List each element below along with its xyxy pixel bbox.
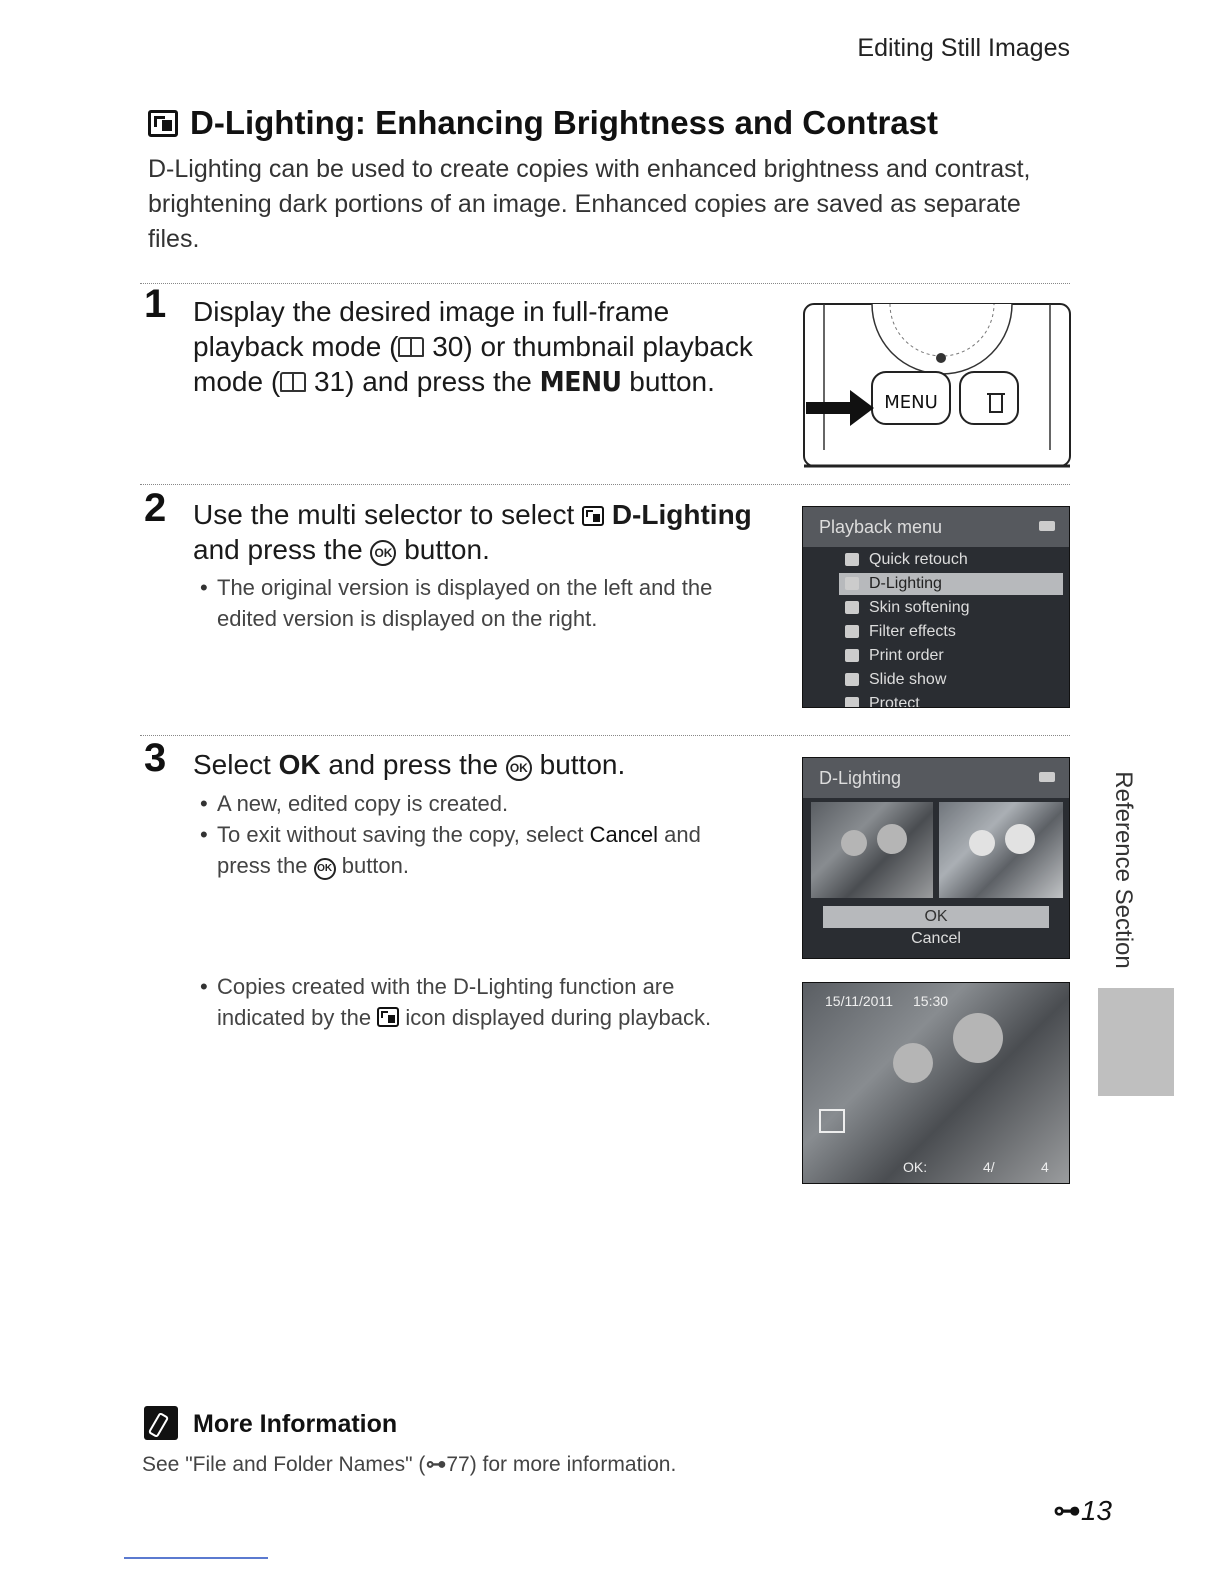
remaining-count: 4 <box>1041 1159 1049 1175</box>
step-number: 3 <box>144 736 167 780</box>
menu-title: Playback menu <box>803 507 1069 547</box>
edited-photo <box>939 802 1063 898</box>
reference-icon: ⊶ <box>1052 1495 1081 1526</box>
time-stamp: 15:30 <box>913 993 949 1009</box>
step-number: 1 <box>144 282 167 326</box>
camera-illustration <box>802 300 1072 470</box>
book-icon <box>280 372 306 392</box>
menu-item-selected: D-Lighting <box>839 573 1063 595</box>
playback-note <box>200 971 760 1033</box>
step-2-bullets <box>200 572 760 634</box>
frame-counter: 4/ <box>983 1159 995 1175</box>
page-number: ⊶13 <box>1052 1495 1112 1526</box>
reference-icon: ⊶ <box>425 1453 447 1476</box>
step-3-bullets <box>200 788 760 881</box>
battery-icon <box>1039 521 1055 531</box>
section-tab-marker <box>1098 988 1174 1096</box>
title-text: D-Lighting: Enhancing Brightness and Contrast <box>190 104 938 141</box>
menu-item: Protect <box>839 693 1063 708</box>
screen-title: D-Lighting <box>803 758 1069 798</box>
key-icon <box>845 697 859 708</box>
pencil-note-icon <box>144 1406 178 1440</box>
more-info-text: See "File and Folder Names" (⊶77) for more information. <box>142 1453 677 1476</box>
playback-menu-screen <box>802 506 1070 708</box>
list-item: • The original version is displayed on the left and the edited version is displayed on the right. <box>200 572 760 634</box>
skin-softening-icon <box>845 601 859 614</box>
step-3-text: Select OK and press the OK button. <box>193 749 626 780</box>
date-stamp: 15/11/2011 <box>825 993 893 1009</box>
filter-icon <box>845 625 859 638</box>
cancel-option: Cancel <box>911 930 961 947</box>
ok-button-icon: OK <box>506 755 532 781</box>
playback-footer: OK: <box>903 1159 928 1175</box>
menu-button-label: MENU <box>884 392 938 413</box>
step-number: 2 <box>144 486 167 530</box>
ok-button-icon: OK <box>370 540 396 566</box>
ok-button-icon: OK <box>314 858 336 880</box>
section-label: Reference Section <box>1110 771 1137 969</box>
menu-item: Filter effects <box>839 621 1063 643</box>
slideshow-icon <box>845 673 859 686</box>
d-lighting-icon <box>377 1007 399 1027</box>
step-1-text: Display the desired image in full-frame playback mode ( 30) or thumbnail playback mode ( 31) and press the MENU button. <box>193 296 753 398</box>
divider <box>140 735 1070 736</box>
d-lighting-icon <box>148 110 178 137</box>
d-lighting-icon <box>845 577 859 590</box>
more-info-heading: More Information <box>193 1410 398 1438</box>
footer-rule <box>124 1557 268 1559</box>
menu-item: Print order <box>839 645 1063 667</box>
divider <box>140 283 1070 284</box>
list-item: • A new, edited copy is created. <box>200 788 760 819</box>
print-icon <box>845 649 859 662</box>
retouch-icon <box>845 553 859 566</box>
step-2-text: Use the multi selector to select D-Lighting and press the OK button. <box>193 499 752 565</box>
ok-option: OK <box>823 906 1049 928</box>
divider <box>140 484 1070 485</box>
menu-item: Skin softening <box>839 597 1063 619</box>
d-lighting-icon <box>582 506 604 526</box>
d-lighting-screen <box>802 757 1070 959</box>
menu-item: Quick retouch <box>839 549 1063 571</box>
battery-icon <box>1039 772 1055 782</box>
page-title <box>148 104 938 142</box>
d-lighting-indicator-icon <box>819 1109 845 1133</box>
original-photo <box>811 802 933 898</box>
playback-screen <box>802 982 1070 1184</box>
list-item: • Copies created with the D-Lighting function are indicated by the icon displayed during playback. <box>200 971 760 1033</box>
book-icon <box>398 337 424 357</box>
intro-paragraph: D-Lighting can be used to create copies with enhanced brightness and contrast, brightening dark portions of an image. Enhanced copies are saved as separate files. <box>148 155 1031 253</box>
menu-item: Slide show <box>839 669 1063 691</box>
running-head: Editing Still Images <box>857 34 1070 62</box>
list-item: • To exit without saving the copy, select Cancel and press the OK button. <box>200 819 760 881</box>
